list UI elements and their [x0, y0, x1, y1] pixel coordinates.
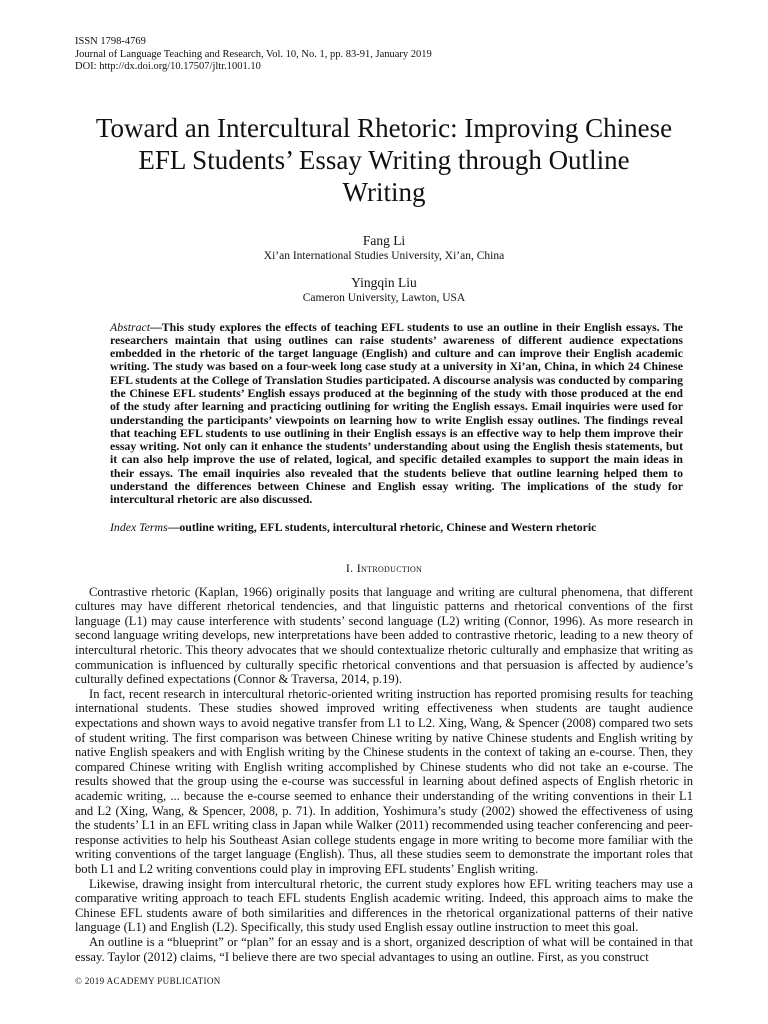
author-block-2: [75, 275, 693, 305]
index-terms-text: —outline writing, EFL students, intercultural rhetoric, Chinese and Western rhetoric: [167, 519, 597, 534]
doi-link[interactable]: DOI: http://dx.doi.org/10.17507/jltr.1001.10: [75, 61, 261, 72]
author-name: Fang Li: [362, 232, 406, 248]
journal-citation: Journal of Language Teaching and Research, Vol. 10, No. 1, pp. 83-91, January 2019: [75, 48, 432, 60]
body-paragraph: Likewise, drawing insight from intercultural rhetoric, the current study explores how EFL writing teachers may use a comparative writing approach to teach EFL students English academic writing. Indeed, this approach aims to make the Chinese EFL students aware of both similarities and differences in the rhetorical organizational patterns of their native language (L1) and English (L2). Specifically, this study used English essay outline instruction to meet this goal.: [75, 876, 693, 935]
journal-header: [75, 36, 693, 74]
author-block-1: [75, 233, 693, 263]
paper-title: Toward an Intercultural Rhetoric: Improving Chinese EFL Students’ Essay Writing through Outline Writing: [95, 112, 673, 207]
body-paragraph: Contrastive rhetoric (Kaplan, 1966) originally posits that language and writing are cultural phenomena, that different cultures may have different rhetorical tendencies, and that linguistic patterns and rhetorical conventions of the first language (L1) may cause interference with students’ second language (L2) writing (Connor, 1996). As more research in second language writing develops, new interpretations have been added to contrastive rhetoric, leading to a new theory of intercultural rhetoric. This theory advocates that we should contextualize rhetoric culturally and emphasize that writing as communication is influenced by culturally specific rhetorical conventions and that persuasion is affected by audience’s culturally defined expectations (Connor & Traversa, 2014, p.19).: [75, 584, 693, 687]
index-terms: [110, 520, 683, 534]
body-paragraph: An outline is a “blueprint” or “plan” for an essay and is a short, organized description of what will be contained in that essay. Taylor (2012) claims, “I believe there are two special advantages to using an outline. First, as you construct: [75, 934, 693, 964]
author-affiliation: Cameron University, Lawton, USA: [302, 291, 466, 304]
body-text: [75, 585, 693, 964]
section-title: Introduction: [356, 560, 423, 575]
abstract: [110, 321, 683, 507]
abstract-label: Abstract: [110, 319, 150, 334]
section-heading: [75, 561, 693, 575]
body-paragraph: In fact, recent research in intercultural rhetoric-oriented writing instruction has reported promising results for teaching international students. These studies showed improved writing effectiveness when students are taught audience expectations and shown ways to avoid negative transfer from L1 to L2. Xing, Wang, & Spencer (2008) compared two sets of student writing. The first comparison was between Chinese writing by native Chinese students and English writing by native English speakers and with English writing by the Chinese students in the context of taking an e-course. Then, they compared Chinese writing with English writing accomplished by Chinese students who did not take an e-course. The results showed that the group using the e-course was successful in learning about defined aspects of English rhetoric in academic writing, ... because the e-course seemed to enhance their understanding of the writing conventions in their L1 and L2 (Xing, Wang, & Spencer, 2008, p. 71). In addition, Yoshimura’s study (2002) showed the effectiveness of using the students’ L1 in an EFL writing class in Japan while Walker (2011) recommended using teacher conferencing and peer-response activities to help his Southeast Asian college students engage in more writing to become more familiar with the writing conventions of the target language (English). Thus, all these studies seem to demonstrate the important roles that both L1 and L2 writing conventions could play in improving EFL students’ English writing.: [75, 686, 693, 876]
issn: ISSN 1798-4769: [75, 36, 146, 47]
copyright-footer: © 2019 ACADEMY PUBLICATION: [75, 976, 221, 986]
index-terms-label: Index Terms: [110, 519, 168, 534]
author-name: Yingqin Liu: [351, 274, 417, 290]
author-affiliation: Xi’an International Studies University, Xi’an, China: [263, 249, 505, 262]
abstract-text: —This study explores the effects of teaching EFL students to use an outline in their English essays. The researchers maintain that using outlines can raise students’ awareness of different audience expectations embedded in the rhetoric of the target language (English) and culture and can improve their English academic writing. The study was based on a four-week long case study at a university in Xi’an, China, in which 24 Chinese EFL students at the College of Translation Studies participated. A discourse analysis was conducted by comparing the Chinese EFL students’ English essays produced at the beginning of the study with those produced at the end of the study after learning and practicing outlining for writing the English essays. Email inquiries were used for understanding the participants’ viewpoints on learning how to write English essay outlines. The findings reveal that teaching EFL students to use outlining in their English essays is an effective way to help them improve their essay writing. Not only can it enhance the students’ understanding about using the English thesis statements, but it can also help improve the use of related, logical, and specific detailed examples to support the main ideas in their essays. The email inquiries also revealed that the students believe that outline learning helped them to understand the differences between Chinese and English essay writing. The implications of the study for intercultural rhetoric are also discussed.: [110, 319, 683, 507]
section-number: I.: [345, 560, 354, 575]
